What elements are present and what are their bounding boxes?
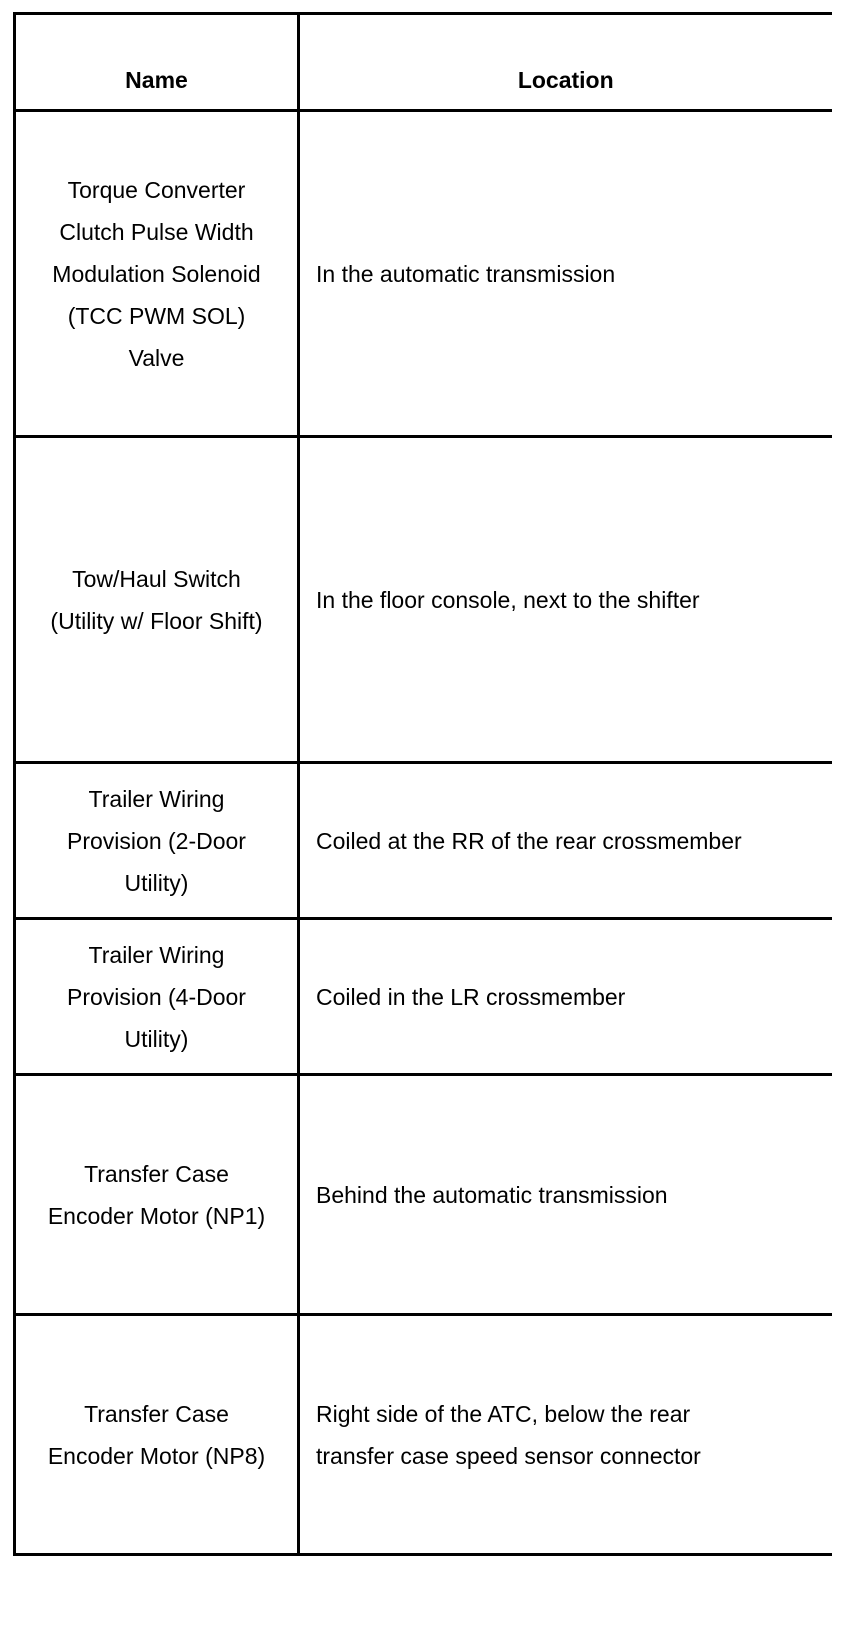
component-location-cell (299, 1315, 832, 1555)
component-name: Tow/Haul Switch (Utility w/ Floor Shift) (50, 565, 263, 634)
component-location: Behind the automatic transmission (316, 1181, 668, 1208)
component-name-cell (15, 437, 299, 763)
location-column-header: Location (299, 14, 832, 111)
component-location-cell (299, 111, 832, 437)
component-name-cell (15, 1075, 299, 1315)
component-location-cell (299, 437, 832, 763)
component-name-cell (15, 1315, 299, 1555)
component-name-cell (15, 111, 299, 437)
component-location-cell (299, 763, 832, 919)
component-name: Trailer Wiring Provision (4-Door Utility) (67, 941, 246, 1052)
table-row (15, 763, 832, 919)
component-location-cell (299, 1075, 832, 1315)
component-location: In the floor console, next to the shifter (316, 586, 700, 613)
component-location: Coiled in the LR crossmember (316, 983, 626, 1010)
component-location-cell (299, 919, 832, 1075)
table-row (15, 437, 832, 763)
component-location: Coiled at the RR of the rear crossmember (316, 827, 742, 854)
component-location: Right side of the ATC, below the rear transfer case speed sensor connector (316, 1400, 701, 1469)
component-name-cell (15, 919, 299, 1075)
table-row (15, 1075, 832, 1315)
component-name: Torque Converter Clutch Pulse Width Modulation Solenoid (TCC PWM SOL) Valve (52, 176, 261, 371)
table-row (15, 919, 832, 1075)
component-name: Transfer Case Encoder Motor (NP8) (47, 1400, 266, 1469)
component-name: Transfer Case Encoder Motor (NP1) (47, 1160, 266, 1229)
name-column-header: Name (15, 14, 299, 111)
component-location: In the automatic transmission (316, 260, 616, 287)
component-name-cell (15, 763, 299, 919)
component-location-table (13, 12, 832, 1556)
header-row (15, 14, 832, 111)
table-row (15, 111, 832, 437)
component-name: Trailer Wiring Provision (2-Door Utility) (67, 785, 246, 896)
table-row (15, 1315, 832, 1555)
